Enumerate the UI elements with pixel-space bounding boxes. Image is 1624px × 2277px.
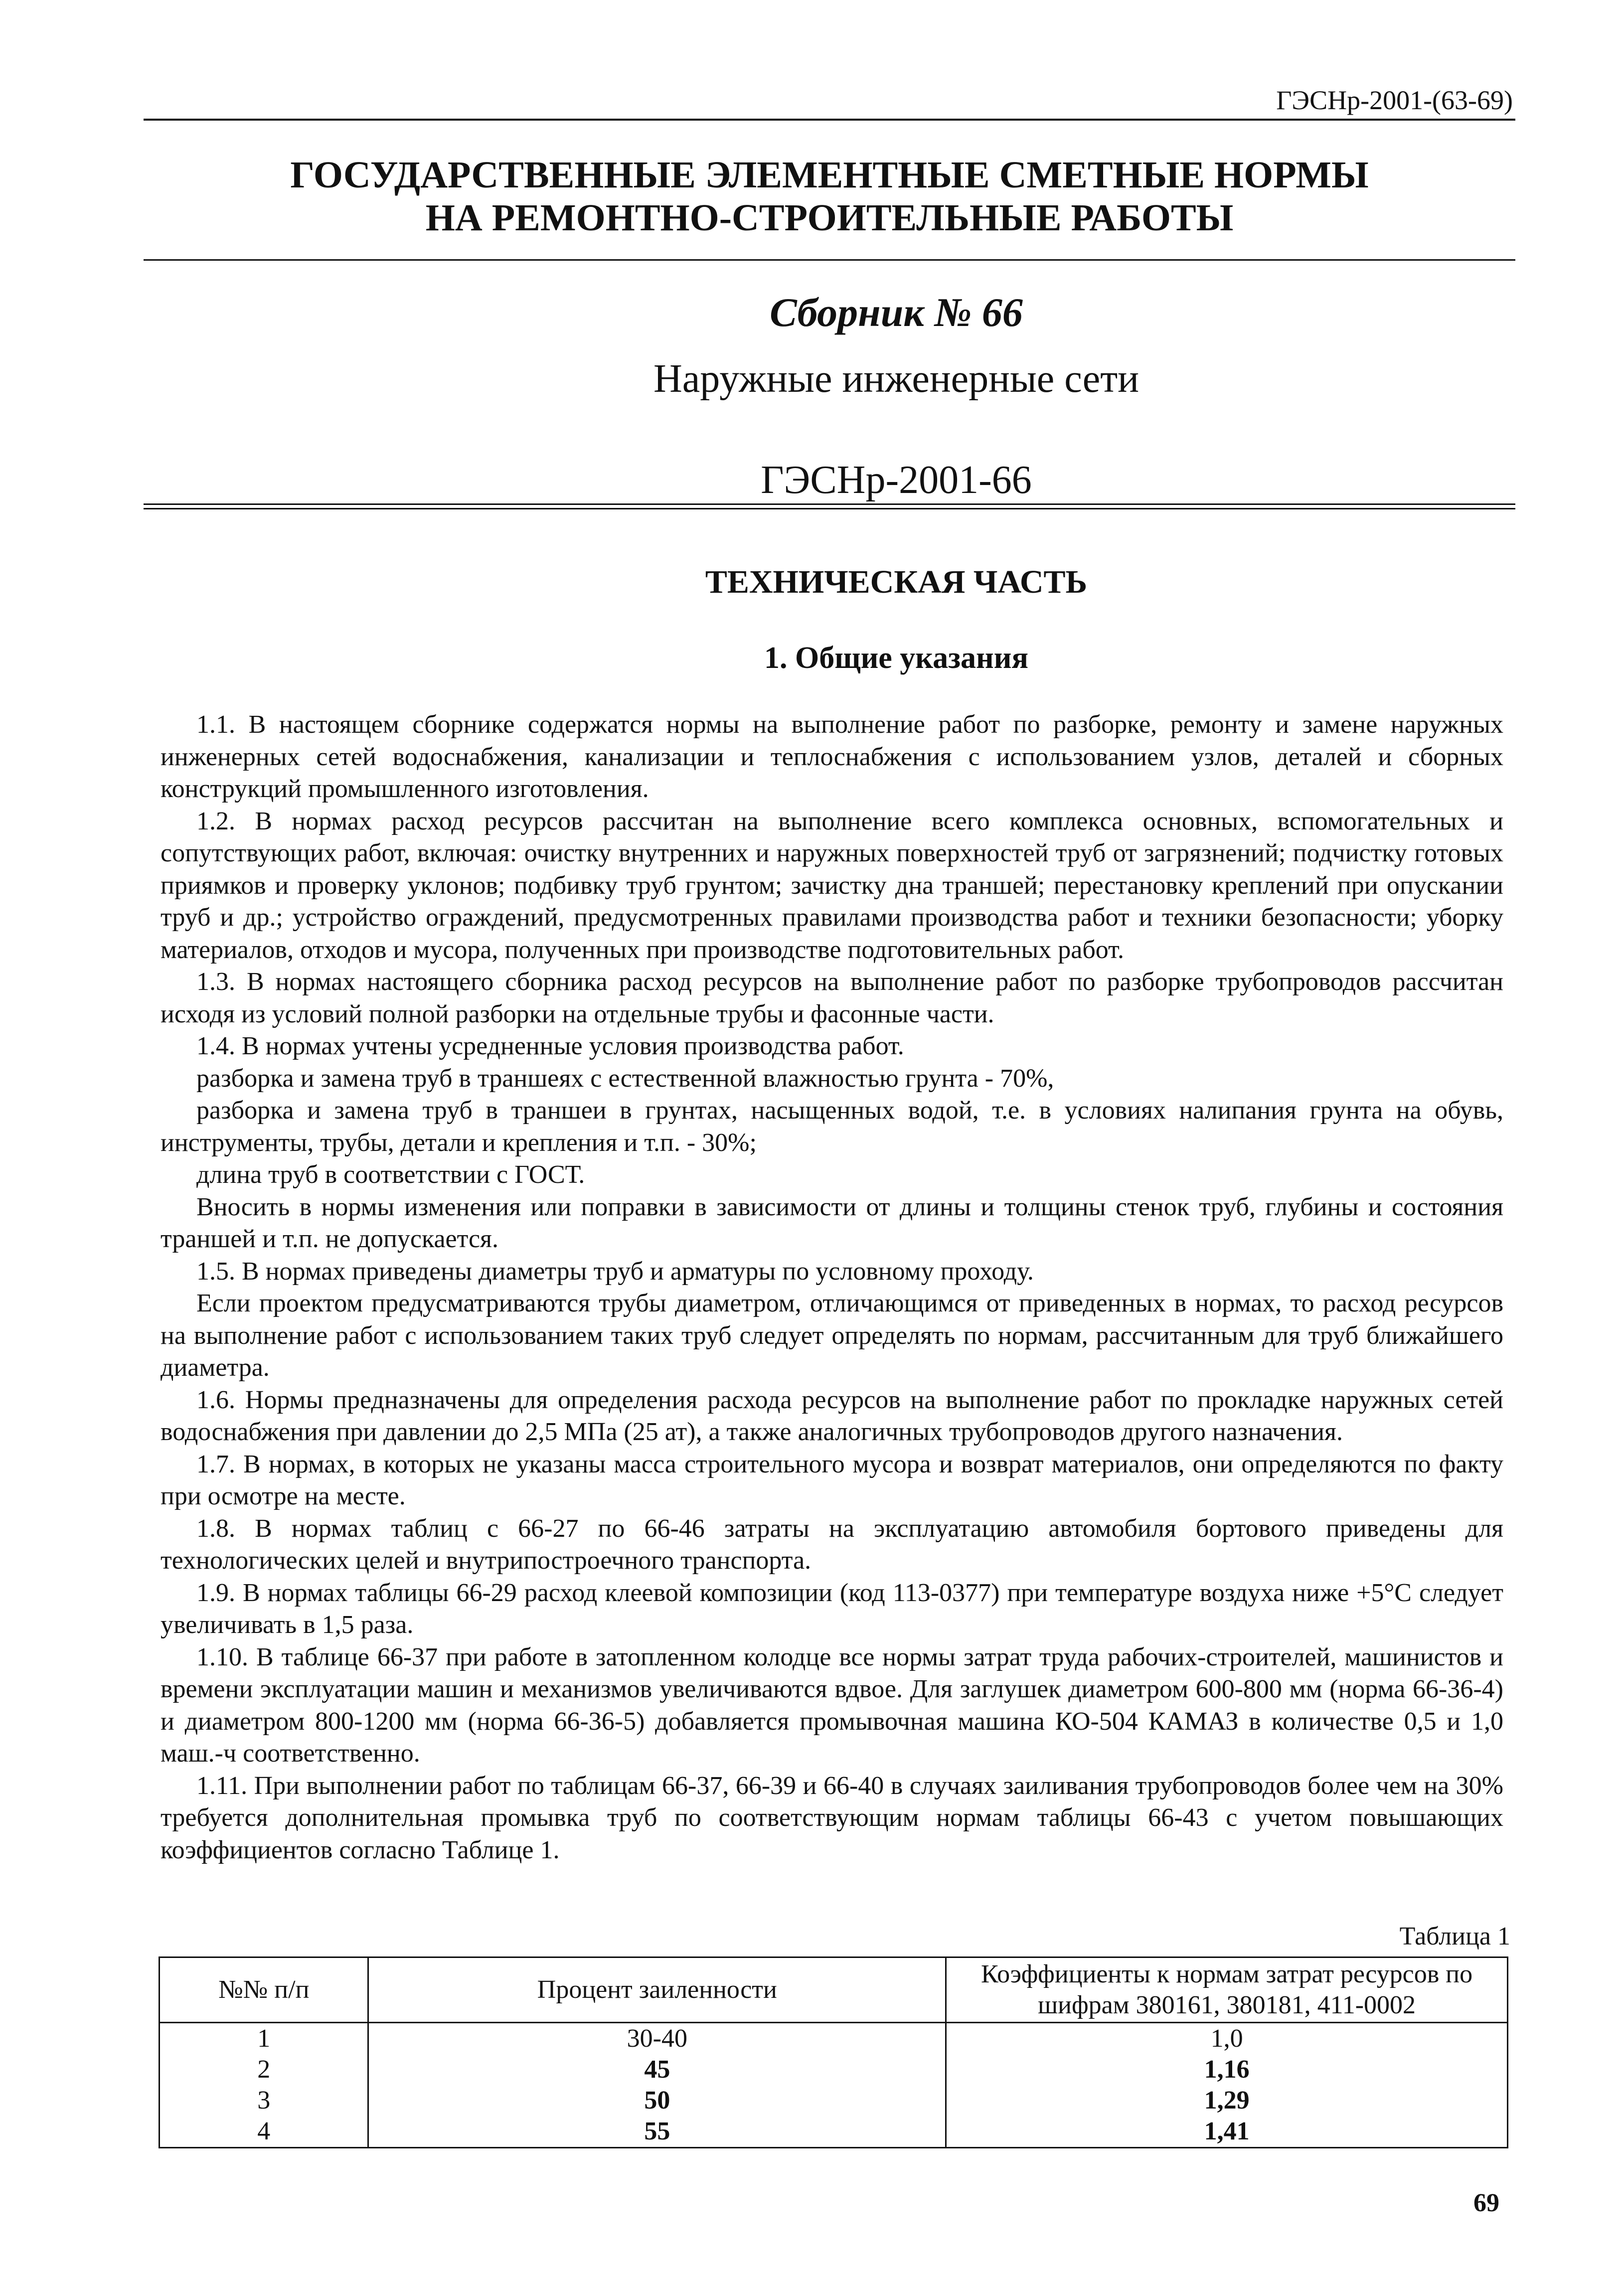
body-text	[161, 709, 1503, 1866]
paragraph: длина труб в соответствии с ГОСТ.	[196, 1160, 585, 1189]
paragraph: 1.9. В нормах таблицы 66-29 расход клеевой композиции (код 113-0377) при температуре воздуха ниже +5°C следует увеличивать в 1,5 раза.	[161, 1578, 1503, 1639]
cell-silting-percent: 55	[368, 2116, 946, 2148]
header-silting-percent: Процент заиленности	[368, 1957, 946, 2023]
cell-coefficient: 1,16	[946, 2054, 1508, 2085]
paragraph: 1.5. В нормах приведены диаметры труб и арматуры по условному проходу.	[196, 1257, 1034, 1286]
paragraph: Если проектом предусматриваются трубы диаметром, отличающимся от приведенных в нормах, то расход ресурсов на выполнение работ с использованием таких труб следует определять по нормам, рассчитанным для труб ближайшего диаметра.	[161, 1289, 1503, 1382]
table-row	[160, 2023, 1508, 2055]
paragraph: разборка и замена труб в траншеи в грунтах, насыщенных водой, т.е. в условиях налипания грунта на обувь, инструменты, трубы, детали и крепления и т.п. - 30%;	[161, 1096, 1503, 1157]
header-coefficients: Коэффициенты к нормам затрат ресурсов по шифрам 380161, 380181, 411-0002	[946, 1957, 1508, 2023]
collection-subject: Наружные инженерные сети	[653, 357, 1139, 401]
header-row-number: №№ п/п	[160, 1957, 368, 2023]
document-title-line-2: НА РЕМОНТНО-СТРОИТЕЛЬНЫЕ РАБОТЫ	[425, 197, 1234, 239]
cell-silting-percent: 30-40	[368, 2023, 946, 2055]
cell-coefficient: 1,0	[946, 2023, 1508, 2055]
collection-code: ГЭСНр-2001-66	[761, 458, 1032, 502]
table-row	[160, 2054, 1508, 2085]
paragraph: 1.1. В настоящем сборнике содержатся нормы на выполнение работ по разборке, ремонту и замене наружных инженерных сетей водоснабжения, канализации и теплоснабжения с использованием узлов, деталей и сборных конструкций промышленного изготовления.	[161, 710, 1503, 803]
coefficient-table	[159, 1956, 1508, 2148]
table-row	[160, 2116, 1508, 2148]
paragraph: 1.11. При выполнении работ по таблицам 66-37, 66-39 и 66-40 в случаях заиливания трубопроводов более чем на 30% требуется дополнительная промывка труб по соответствующим нормам таблицы 66-43 с учетом повышающих коэффициентов согласно Таблице 1.	[161, 1771, 1503, 1864]
title-rule	[144, 259, 1515, 261]
table-row	[160, 2085, 1508, 2116]
page-number: 69	[1473, 2189, 1499, 2217]
paragraph: 1.6. Нормы предназначены для определения расхода ресурсов на выполнение работ по прокладке наружных сетей водоснабжения при давлении до 2,5 МПа (25 ат), а также аналогичных трубопроводов другого назначения.	[161, 1385, 1503, 1446]
cell-row-number: 3	[160, 2085, 368, 2116]
table-header-row	[160, 1957, 1508, 2023]
table-caption: Таблица 1	[1399, 1922, 1510, 1951]
cell-silting-percent: 50	[368, 2085, 946, 2116]
paragraph: 1.10. В таблице 66-37 при работе в затопленном колодце все нормы затрат труда рабочих-строителей, машинистов и времени эксплуатации машин и механизмов увеличиваются вдвое. Для заглушек диаметром 600-800 мм (норма 66-36-4) и диаметром 800-1200 мм (норма 66-36-5) добавляется промывочная машина КО-504 КАМАЗ в количестве 0,5 и 1,0 маш.-ч соответственно.	[161, 1642, 1503, 1768]
cell-coefficient: 1,29	[946, 2085, 1508, 2116]
cell-row-number: 2	[160, 2054, 368, 2085]
chapter-title: 1. Общие указания	[764, 641, 1028, 675]
cell-row-number: 4	[160, 2116, 368, 2148]
header-rule	[144, 119, 1515, 121]
paragraph: 1.3. В нормах настоящего сборника расход ресурсов на выполнение работ по разборке трубопроводов рассчитан исходя из условий полной разборки на отдельные трубы и фасонные части.	[161, 968, 1503, 1028]
section-title: ТЕХНИЧЕСКАЯ ЧАСТЬ	[705, 564, 1088, 600]
collection-number: Сборник № 66	[770, 290, 1023, 335]
document-title	[144, 154, 1515, 239]
document-title-line-1: ГОСУДАРСТВЕННЫЕ ЭЛЕМЕНТНЫЕ СМЕТНЫЕ НОРМЫ	[290, 154, 1369, 196]
code-rule	[144, 503, 1515, 509]
paragraph: Вносить в нормы изменения или поправки в зависимости от длины и толщины стенок труб, глубины и состояния траншей и т.п. не допускается.	[161, 1192, 1503, 1253]
paragraph: 1.7. В нормах, в которых не указаны масса строительного мусора и возврат материалов, они определяются по факту при осмотре на месте.	[161, 1450, 1503, 1510]
paragraph: разборка и замена труб в траншеях с естественной влажностью грунта - 70%,	[196, 1064, 1054, 1093]
cell-silting-percent: 45	[368, 2054, 946, 2085]
header-code: ГЭСНр-2001-(63-69)	[1276, 85, 1513, 115]
cell-coefficient: 1,41	[946, 2116, 1508, 2148]
paragraph: 1.4. В нормах учтены усредненные условия производства работ.	[196, 1032, 904, 1060]
cell-row-number: 1	[160, 2023, 368, 2055]
paragraph: 1.2. В нормах расход ресурсов рассчитан на выполнение всего комплекса основных, вспомогательных и сопутствующих работ, включая: очистку внутренних и наружных поверхностей труб от загрязнений; подчистку готовых приямков и проверку уклонов; подбивку труб грунтом; зачистку дна траншей; перестановку креплений при опускании труб и др.; устройство ограждений, предусмотренных правилами производства работ и техники безопасности; уборку материалов, отходов и мусора, полученных при производстве подготовительных работ.	[161, 807, 1503, 964]
paragraph: 1.8. В нормах таблиц с 66-27 по 66-46 затраты на эксплуатацию автомобиля бортового приведены для технологических целей и внутрипостроечного транспорта.	[161, 1514, 1503, 1575]
